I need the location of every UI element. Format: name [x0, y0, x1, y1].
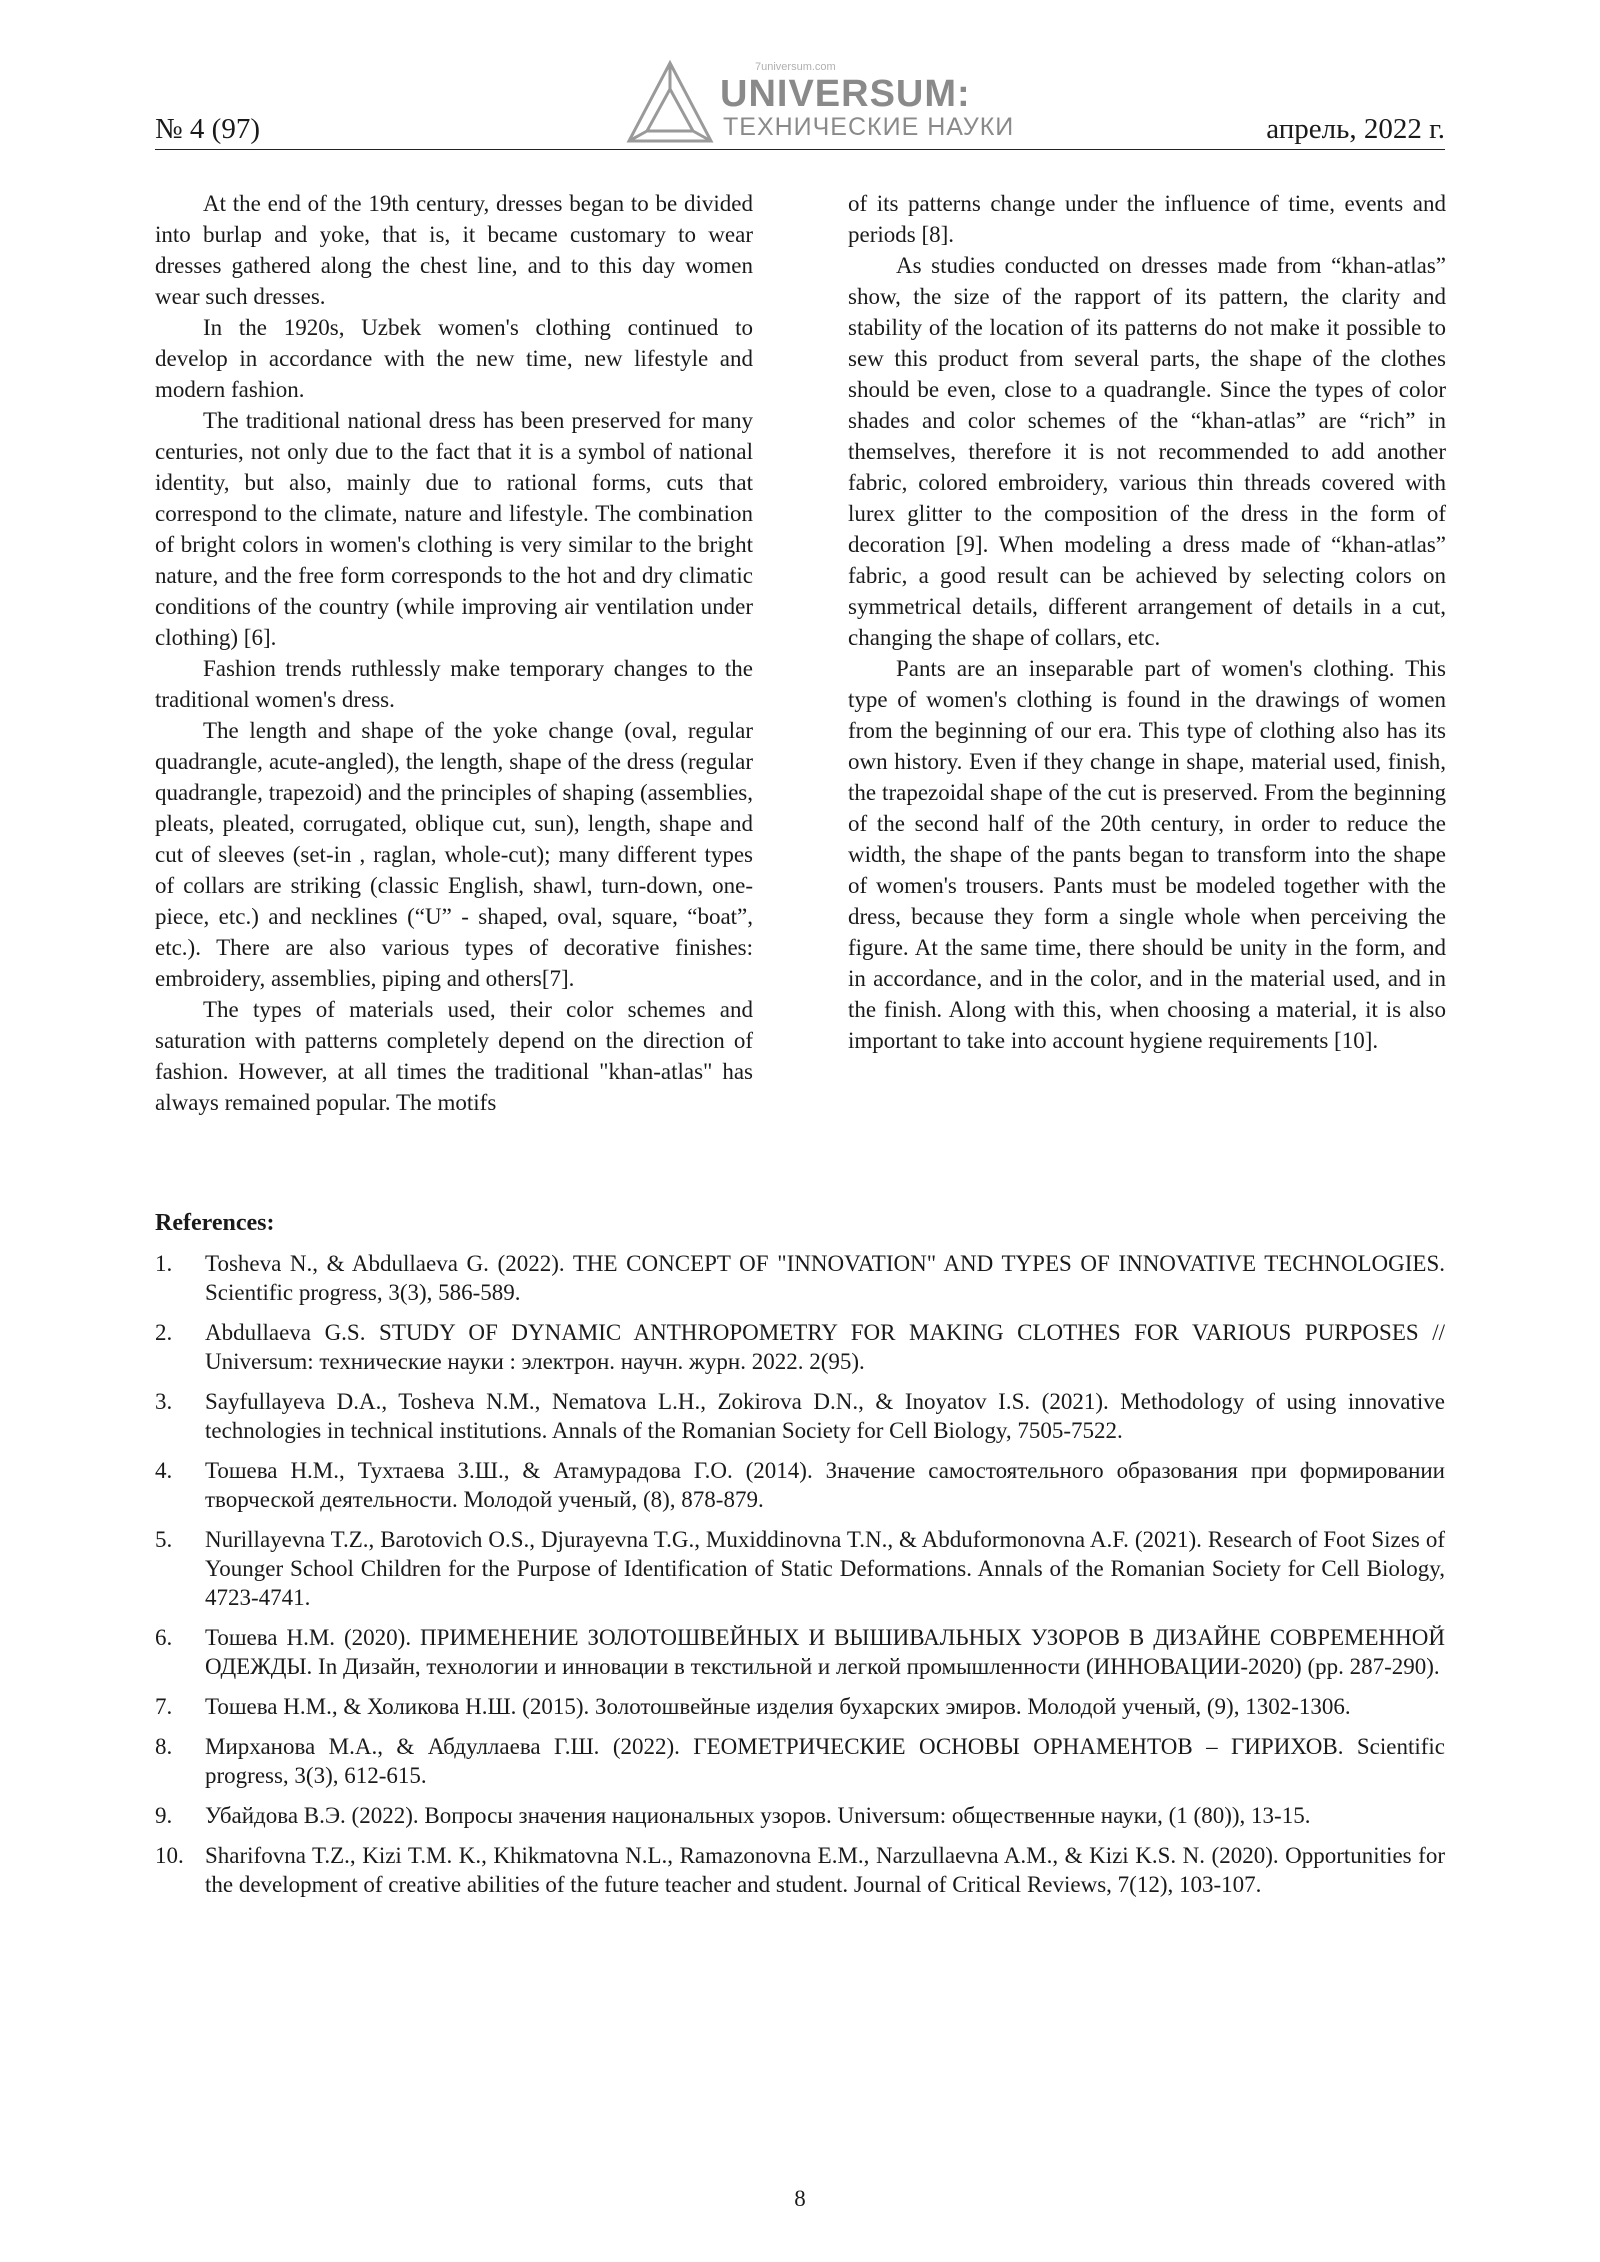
- page-number: 8: [794, 2186, 806, 2211]
- universum-triangle-icon: [625, 59, 715, 145]
- reference-number: 9.: [155, 1803, 173, 1828]
- right-column: [848, 188, 1446, 1056]
- reference-item: [155, 1841, 1445, 1899]
- issue-number: № 4 (97): [155, 113, 260, 145]
- reference-item: [155, 1801, 1445, 1830]
- reference-item: [155, 1732, 1445, 1790]
- logo-name: UNIVERSUM:: [720, 73, 971, 115]
- paragraph: The length and shape of the yoke change (oval, regular quadrangle, acute-angled), the length, shape of the dress (regular quadrangle, trapezoid) and the principles of shaping (assemblies, pleats, pleated, corrugated, oblique cut, sun), length, shape and cut of sleeves (set-in , raglan, whole-cut); many different types of collars are striking (classic English, shawl, turn-down, one-piece, etc.) and necklines (“U” - shaped, oval, square, “boat”, etc.). There are also various types of decorative finishes: embroidery, assemblies, piping and others[7].: [155, 718, 753, 991]
- issue-date: апрель, 2022 г.: [1266, 113, 1445, 145]
- reference-text: Sayfullayeva D.A., Tosheva N.M., Nematova L.H., Zokirova D.N., & Inoyatov I.S. (2021). Methodology of using innovative technologies in technical institutions. Annals of the Romanian Society for Cell Biology, 7505-7522.: [205, 1389, 1445, 1443]
- reference-item: [155, 1692, 1445, 1721]
- journal-logo: [605, 55, 1025, 147]
- reference-number: 10.: [155, 1843, 184, 1868]
- reference-number: 2.: [155, 1320, 173, 1345]
- reference-text: Sharifovna T.Z., Kizi T.M. K., Khikmatovna N.L., Ramazonovna E.M., Narzullaevna A.M., & Kizi K.S. N. (2020). Opportunities for the development of creative abilities of the future teacher and student. Journal of Critical Reviews, 7(12), 103-107.: [205, 1843, 1445, 1897]
- reference-item: [155, 1318, 1445, 1376]
- header-rule: [155, 149, 1445, 150]
- reference-text: Tosheva N., & Abdullaeva G. (2022). THE CONCEPT OF "INNOVATION" AND TYPES OF INNOVATIVE TECHNOLOGIES. Scientific progress, 3(3), 586-589.: [205, 1251, 1445, 1305]
- reference-number: 4.: [155, 1458, 173, 1483]
- reference-number: 5.: [155, 1527, 173, 1552]
- reference-number: 7.: [155, 1694, 173, 1719]
- reference-text: Убайдова В.Э. (2022). Вопросы значения национальных узоров. Universum: общественные науки, (1 (80)), 13-15.: [205, 1803, 1311, 1828]
- references-title: References:: [155, 1210, 275, 1236]
- reference-text: Nurillayevna T.Z., Barotovich O.S., Djurayevna T.G., Muxiddinovna T.N., & Abduformonovna A.F. (2021). Research of Foot Sizes of Younger School Children for the Purpose of Identification of Static Deformations. Annals of the Romanian Society for Cell Biology, 4723-4741.: [205, 1527, 1445, 1610]
- reference-number: 1.: [155, 1251, 173, 1276]
- left-column: [155, 188, 753, 1118]
- paragraph: The types of materials used, their color schemes and saturation with patterns completely depend on the direction of fashion. However, at all times the traditional "khan-atlas" has always remained popular. The motifs: [155, 997, 753, 1115]
- reference-number: 6.: [155, 1625, 173, 1650]
- reference-number: 8.: [155, 1734, 173, 1759]
- reference-text: Тошева Н.М., & Холикова Н.Ш. (2015). Золотошвейные изделия бухарских эмиров. Молодой ученый, (9), 1302-1306.: [205, 1694, 1351, 1719]
- reference-text: Мирханова М.А., & Абдуллаева Г.Ш. (2022). ГЕОМЕТРИЧЕСКИЕ ОСНОВЫ ОРНАМЕНТОВ – ГИРИХОВ. Scientific progress, 3(3), 612-615.: [205, 1734, 1445, 1788]
- reference-item: [155, 1456, 1445, 1514]
- page-header: [155, 55, 1445, 150]
- paragraph: of its patterns change under the influence of time, events and periods [8].: [848, 191, 1446, 247]
- reference-item: [155, 1623, 1445, 1681]
- reference-item: [155, 1525, 1445, 1612]
- paragraph: As studies conducted on dresses made from “khan-atlas” show, the size of the rapport of its pattern, the clarity and stability of the location of its patterns do not make it possible to sew this product from several parts, the shape of the clothes should be even, close to a quadrangle. Since the types of color shades and color schemes of the “khan-atlas” are “rich” in themselves, therefore it is not recommended to add another fabric, colored embroidery, various thin threads covered with lurex glitter to the composition of the dress in the form of decoration [9]. When modeling a dress made of “khan-atlas” fabric, a good result can be achieved by selecting colors on symmetrical details, different arrangement of details in a cut, changing the shape of collars, etc.: [848, 253, 1446, 650]
- paragraph: Pants are an inseparable part of women's clothing. This type of women's clothing is found in the drawings of women from the beginning of our era. This type of clothing also has its own history. Even if they change in shape, material used, finish, the trapezoidal shape of the cut is preserved. From the beginning of the second half of the 20th century, in order to reduce the width, the shape of the pants began to transform into the shape of women's trousers. Pants must be modeled together with the dress, because they form a single whole when perceiving the figure. At the same time, there should be unity in the form, and in accordance, and in the color, and in the material used, and in the finish. Along with this, when choosing a material, it is also important to take into account hygiene requirements [10].: [848, 656, 1446, 1053]
- logo-subtitle: ТЕХНИЧЕСКИЕ НАУКИ: [723, 113, 1015, 141]
- paragraph: In the 1920s, Uzbek women's clothing continued to develop in accordance with the new time, new lifestyle and modern fashion.: [155, 315, 753, 402]
- references-section: [155, 1210, 1445, 1910]
- reference-item: [155, 1249, 1445, 1307]
- paragraph: Fashion trends ruthlessly make temporary changes to the traditional women's dress.: [155, 656, 753, 712]
- reference-item: [155, 1387, 1445, 1445]
- paragraph: The traditional national dress has been preserved for many centuries, not only due to the fact that it is a symbol of national identity, but also, mainly due to rational forms, cuts that correspond to the climate, nature and lifestyle. The combination of bright colors in women's clothing is very similar to the bright nature, and the free form corresponds to the hot and dry climatic conditions of the country (while improving air ventilation under clothing) [6].: [155, 408, 753, 650]
- reference-number: 3.: [155, 1389, 173, 1414]
- paragraph: At the end of the 19th century, dresses began to be divided into burlap and yoke, that is, it became customary to wear dresses gathered along the chest line, and to this day women wear such dresses.: [155, 191, 753, 309]
- logo-site: 7universum.com: [755, 61, 836, 73]
- reference-text: Тошева Н.М. (2020). ПРИМЕНЕНИЕ ЗОЛОТОШВЕЙНЫХ И ВЫШИВАЛЬНЫХ УЗОРОВ В ДИЗАЙНЕ СОВРЕМЕННОЙ ОДЕЖДЫ. In Дизайн, технологии и инновации в текстильной и легкой промышленности (ИННОВАЦИИ-2020) (pp. 287-290).: [205, 1625, 1445, 1679]
- reference-text: Abdullaeva G.S. STUDY OF DYNAMIC ANTHROPOMETRY FOR MAKING CLOTHES FOR VARIOUS PURPOSES // Universum: технические науки : электрон. научн. журн. 2022. 2(95).: [205, 1320, 1445, 1374]
- reference-text: Тошева Н.М., Тухтаева З.Ш., & Атамурадова Г.О. (2014). Значение самостоятельного образования при формировании творческой деятельности. Молодой ученый, (8), 878-879.: [205, 1458, 1445, 1512]
